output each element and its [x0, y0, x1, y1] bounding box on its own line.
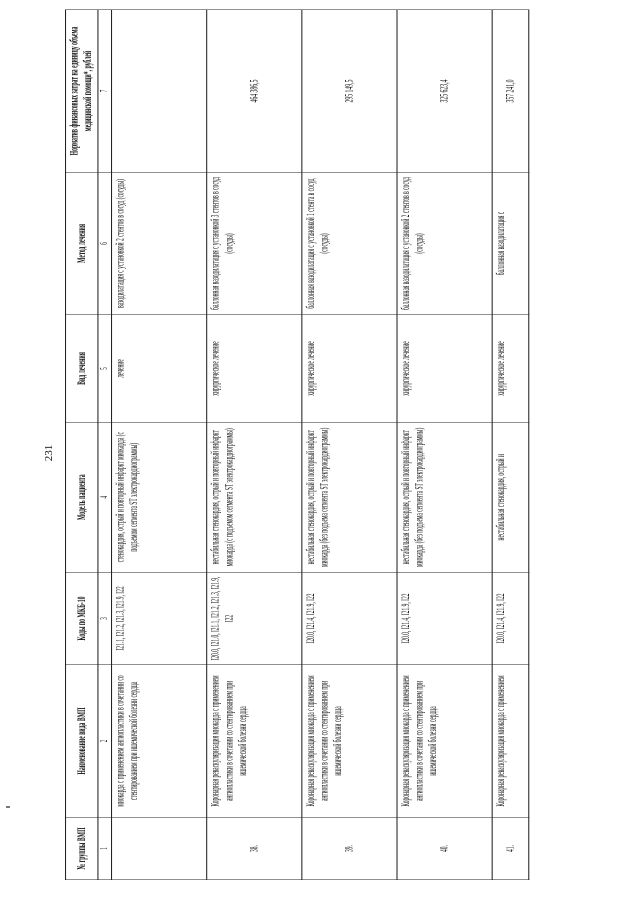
table-row	[207, 10, 302, 880]
treatment-type: лечение	[112, 315, 207, 423]
patient-model: нестабильная стенокардия, острый и повторный инфаркт миокарда (без подъема сегмента ST электрокардиограммы)	[397, 422, 492, 572]
vmp-table-container	[65, 10, 614, 880]
treatment-type: хирургическое лечение	[302, 315, 397, 423]
treatment-method: вазодилатация с установкой 2 стентов в сосуд (сосуды)	[112, 172, 207, 315]
column-number: 6	[98, 172, 112, 315]
treatment-type: хирургическое лечение	[493, 315, 530, 423]
column-number: 2	[98, 665, 112, 818]
treatment-type: хирургическое лечение	[397, 315, 492, 423]
column-number: 3	[98, 572, 112, 665]
patient-model: стенокардия, острый и повторный инфаркт миокарда (с подъемом сегмента ST электрокардиограммы)	[112, 422, 207, 572]
vmp-name: Коронарная реваскуляризация миокарда с применением ангиопластики в сочетании со стентированием при ишемической болезни сердца	[207, 665, 302, 818]
cost-norm: 295 149,5	[302, 10, 397, 173]
scan-mark	[6, 806, 10, 808]
column-number: 4	[98, 422, 112, 572]
treatment-method: баллонная вазодилатация с установкой 3 стентов в сосуд (сосуды)	[207, 172, 302, 315]
header-row	[66, 10, 99, 880]
icd-codes: I21.1, I21.2, I21.3, I21.9, I22	[112, 572, 207, 665]
cost-norm: 325 623,4	[397, 10, 492, 173]
header-treatment-method: Метод лечения	[66, 172, 99, 315]
group-number: 41.	[493, 817, 530, 880]
header-vmp-name: Наименование вида ВМП	[66, 665, 99, 818]
cost-norm	[112, 10, 207, 173]
table-row	[112, 10, 207, 880]
column-number-row	[98, 10, 112, 880]
patient-model: нестабильная стенокардия, острый и	[493, 422, 530, 572]
header-patient-model: Модель пациента	[66, 422, 99, 572]
vmp-name: Коронарная реваскуляризация миокарда с применением ангиопластики в сочетании со стентированием при ишемической болезни сердца	[302, 665, 397, 818]
header-treatment-type: Вид лечения	[66, 315, 99, 423]
treatment-method: баллонная вазодилатация с установкой 1 стента в сосуд (сосуды)	[302, 172, 397, 315]
icd-codes: I20.0, I21.0, I21.1, I21.2, I21.3, I21.9, I22	[207, 572, 302, 665]
patient-model: нестабильная стенокардия, острый и повторный инфаркт миокарда (с подъемом сегмента ST электрокардиограммы)	[207, 422, 302, 572]
column-number: 1	[98, 817, 112, 880]
table-row	[397, 10, 492, 880]
cost-norm: 464 386,5	[207, 10, 302, 173]
icd-codes: I20.0, I21.4, I21.9, I22	[302, 572, 397, 665]
column-number: 5	[98, 315, 112, 423]
vmp-name: Коронарная реваскуляризация миокарда с применением	[493, 665, 530, 818]
group-number: 39.	[302, 817, 397, 880]
group-number: 38.	[207, 817, 302, 880]
icd-codes: I20.0, I21.4, I21.9, I22	[493, 572, 530, 665]
table-row	[302, 10, 397, 880]
vmp-name: Коронарная реваскуляризация миокарда с применением ангиопластики в сочетании со стентированием при ишемической болезни сердца	[397, 665, 492, 818]
header-cost-norm: Норматив финансовых затрат на единицу объема медицинской помощи*, рублей	[66, 10, 99, 173]
cost-norm: 357 241,0	[493, 10, 530, 173]
table-row	[493, 10, 530, 880]
treatment-method: баллонная вазодилатация с	[493, 172, 530, 315]
group-number: 40.	[397, 817, 492, 880]
column-number: 7	[98, 10, 112, 173]
icd-codes: I20.0, I21.4, I21.9, I22	[397, 572, 492, 665]
header-group-number: № группы ВМП	[66, 817, 99, 880]
vmp-name: миокарда с применением ангиопластики в сочетании со стентированием при ишемической болезни сердца	[112, 665, 207, 818]
header-icd-codes: Коды по МКБ-10	[66, 572, 99, 665]
treatment-method: баллонная вазодилатация с установкой 2 стентов в сосуд (сосуды)	[397, 172, 492, 315]
group-number	[112, 817, 207, 880]
treatment-type: хирургическое лечение	[207, 315, 302, 423]
vmp-table	[65, 10, 530, 881]
patient-model: нестабильная стенокардия, острый и повторный инфаркт миокарда (без подъема сегмента ST электрокардиограммы)	[302, 422, 397, 572]
page-number: 231	[43, 444, 55, 462]
